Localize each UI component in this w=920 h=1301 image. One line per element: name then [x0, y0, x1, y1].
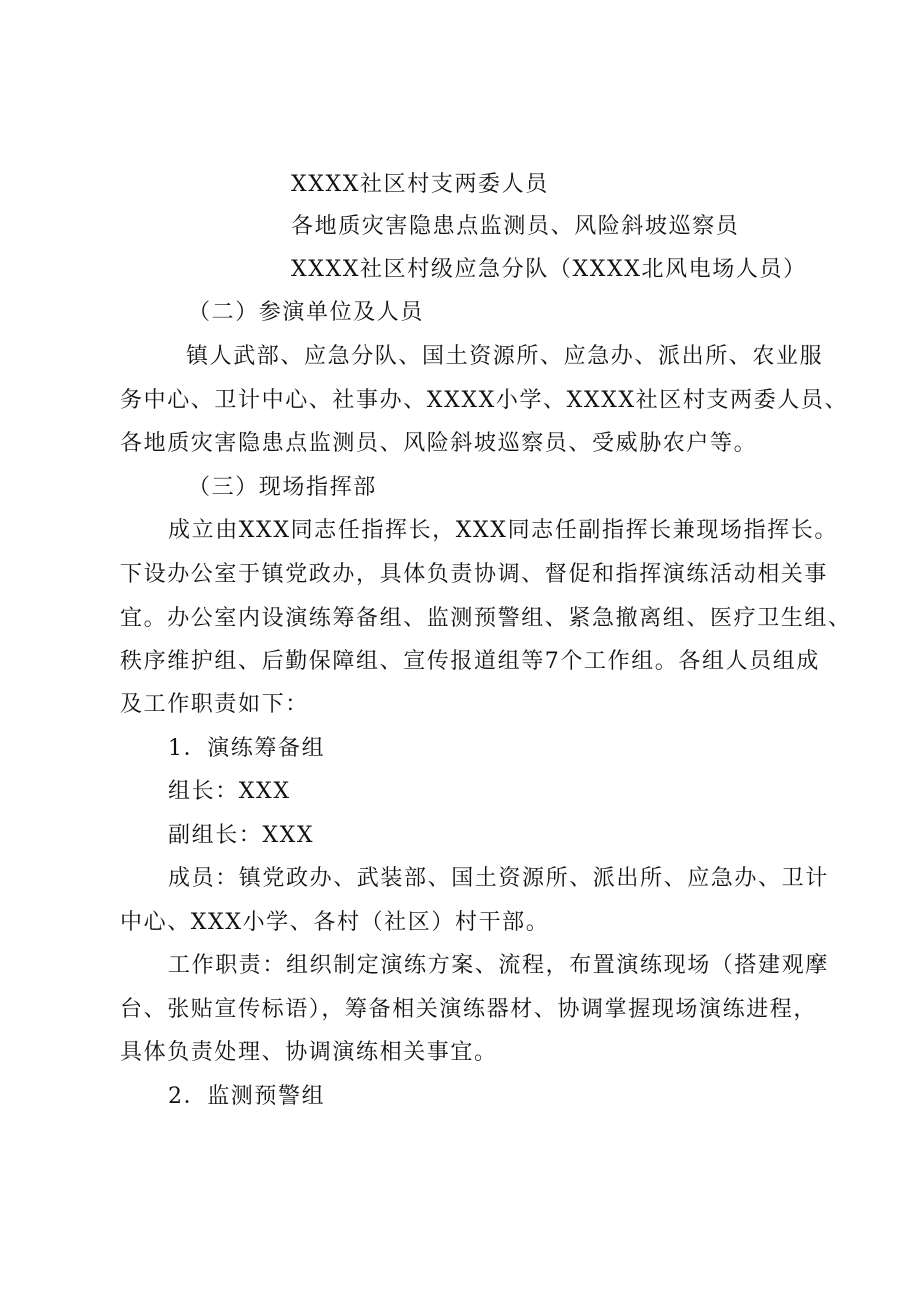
paragraph-line: 务中心、卫计中心、社事办、XXXX小学、XXXX社区村支两委人员、	[120, 388, 849, 413]
paragraph-line: 镇人武部、应急分队、国土资源所、应急办、派出所、农业服	[186, 344, 824, 369]
duties-line-cont: 具体负责处理、协调演练相关事宜。	[120, 1040, 498, 1065]
section-heading-participants: （二）参演单位及人员	[188, 300, 425, 325]
members-line-cont: 中心、XXX小学、各村（社区）村干部。	[120, 910, 550, 935]
members-line: 成员：镇党政办、武装部、国土资源所、派出所、应急办、卫计	[168, 866, 829, 891]
subsection-heading-preparation: 1．演练筹备组	[168, 736, 326, 761]
member-line-emergency-team: XXXX社区村级应急分队（XXXX北风电场人员）	[291, 257, 807, 282]
duties-line: 工作职责：组织制定演练方案、流程，布置演练现场（搭建观摩	[168, 953, 829, 978]
paragraph-line: 秩序维护组、后勤保障组、宣传报道组等7个工作组。各组人员组成	[120, 649, 820, 674]
group-leader-line: 组长：XXX	[168, 779, 291, 804]
paragraph-line: 成立由XXX同志任指挥长，XXX同志任副指挥长兼现场指挥长。	[168, 518, 838, 543]
paragraph-line: 各地质灾害隐患点监测员、风险斜坡巡察员、受威胁农户等。	[120, 431, 758, 456]
member-line-committee: XXXX社区村支两委人员	[291, 172, 549, 197]
paragraph-line: 下设办公室于镇党政办，具体负责协调、督促和指挥演练活动相关事	[120, 562, 829, 587]
subsection-heading-monitoring: 2．监测预警组	[168, 1084, 326, 1109]
section-heading-command: （三）现场指挥部	[188, 475, 377, 500]
member-line-monitors: 各地质灾害隐患点监测员、风险斜坡巡察员	[291, 214, 740, 239]
deputy-leader-line: 副组长：XXX	[168, 823, 315, 848]
paragraph-line: 宜。办公室内设演练筹备组、监测预警组、紧急撤离组、医疗卫生组、	[120, 606, 852, 631]
paragraph-line: 及工作职责如下：	[120, 692, 309, 717]
duties-line-cont: 台、张贴宣传标语），筹备相关演练器材、协调掌握现场演练进程，	[120, 997, 818, 1022]
